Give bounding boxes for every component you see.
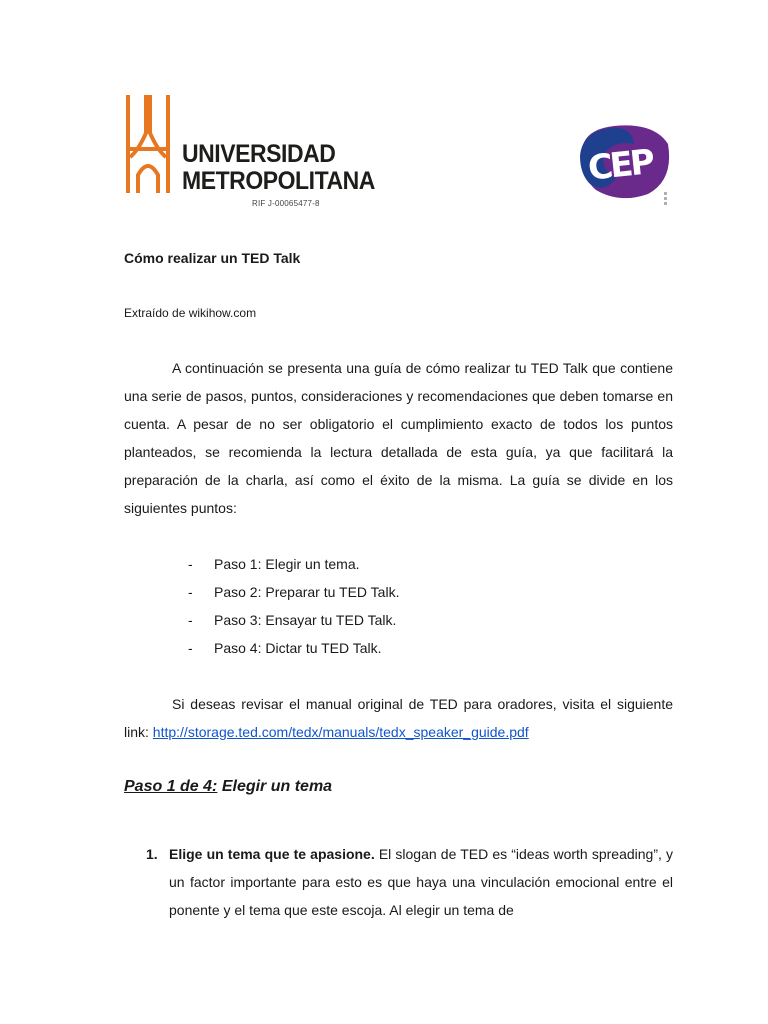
section-heading-title: Elegir un tema bbox=[217, 778, 333, 795]
unimet-rif: RIF J-00065477-8 bbox=[252, 199, 320, 208]
source-credit: Extraído de wikihow.com bbox=[124, 306, 257, 320]
item-bold-lead: Elige un tema que te apasione. bbox=[169, 846, 375, 862]
cep-logo bbox=[574, 120, 674, 210]
numbered-item-1 bbox=[146, 840, 673, 924]
unimet-line1: UNIVERSIDAD bbox=[182, 140, 336, 168]
intro-paragraph: A continuación se presenta una guía de cómo realizar tu TED Talk que contiene una serie de pasos, puntos, consideraciones y recomendaciones que deben tomarse en cuenta. A pesar de no ser obligatorio el cumplimiento exacto de todos los puntos planteados, se recomienda la lectura detallada de esta guía, ya que facilitará la preparación de la charla, así como el éxito de la misma. La guía se divide en los siguientes puntos: bbox=[124, 360, 673, 516]
cep-logo-text: CEP bbox=[586, 142, 655, 189]
manual-text: Si deseas revisar el manual original de TED para oradores, visita el siguiente link: bbox=[124, 696, 673, 740]
speaker-guide-link[interactable]: http://storage.ted.com/tedx/manuals/tedx_speaker_guide.pdf bbox=[152, 724, 529, 740]
unimet-wordmark bbox=[182, 141, 392, 195]
unimet-line2: METROPOLITANA bbox=[182, 167, 375, 195]
unimet-emblem-icon bbox=[124, 93, 172, 197]
list-item: - Paso 3: Ensayar tu TED Talk. bbox=[188, 612, 397, 628]
universidad-metropolitana-logo bbox=[124, 93, 384, 213]
manual-paragraph bbox=[124, 690, 673, 746]
list-item: - Paso 2: Preparar tu TED Talk. bbox=[188, 584, 400, 600]
section-heading bbox=[124, 778, 332, 796]
item-number: 1. bbox=[146, 846, 158, 862]
item-text: El slogan de TED es “ideas worth spreading”, y un factor importante para esto es que haya una vinculación emocional entre el ponente y el tema que este escoja. Al elegir un tema de bbox=[169, 846, 673, 918]
section-heading-step: Paso 1 de 4: bbox=[124, 778, 218, 795]
list-item: - Paso 1: Elegir un tema. bbox=[188, 556, 360, 572]
document-title: Cómo realizar un TED Talk bbox=[124, 250, 301, 266]
item-body bbox=[169, 840, 673, 924]
steps-list bbox=[190, 550, 399, 662]
list-item: - Paso 4: Dictar tu TED Talk. bbox=[188, 640, 382, 656]
